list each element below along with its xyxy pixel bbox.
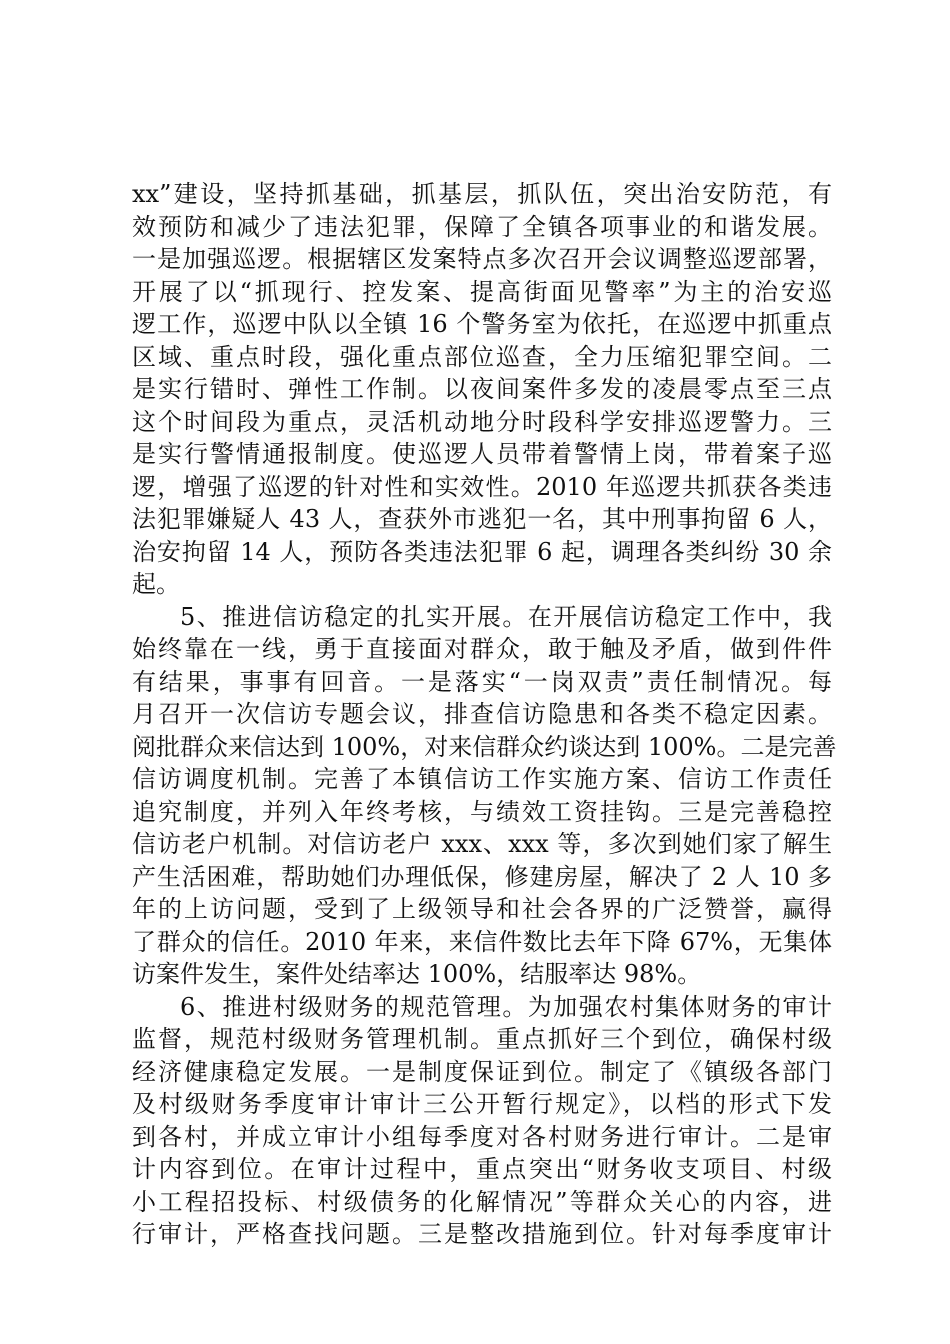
body-text: [132, 178, 837, 1251]
text-line: 是实行警情通报制度。使巡逻人员带着警情上岗，带着案子巡: [132, 440, 832, 468]
text-line: 访案件发生，案件处结率达 100%，结服率达 98%。: [132, 960, 702, 988]
text-line: 信访老户机制。对信访老户 xxx、xxx 等，多次到她们家了解生: [132, 830, 832, 858]
text-line: 信访调度机制。完善了本镇信访工作实施方案、信访工作责任: [132, 765, 832, 793]
text-line: 起。: [132, 570, 180, 598]
text-line: 计内容到位。在审计过程中，重点突出“财务收支项目、村级: [132, 1155, 832, 1183]
text-line: 到各村，并成立审计小组每季度对各村财务进行审计。二是审: [132, 1122, 832, 1151]
text-line: 有结果，事事有回音。一是落实“一岗双责”责任制情况。每: [132, 667, 832, 696]
text-line: 逻工作，巡逻中队以全镇 16 个警务室为依托，在巡逻中抓重点: [132, 310, 832, 338]
text-line: xx”建设，坚持抓基础，抓基层，抓队伍，突出治安防范，有: [132, 180, 832, 208]
text-line: 法犯罪嫌疑人 43 人，查获外市逃犯一名，其中刑事拘留 6 人，: [132, 505, 832, 533]
text-line: 一是加强巡逻。根据辖区发案特点多次召开会议调整巡逻部署，: [132, 245, 832, 273]
text-line: 区域、重点时段，强化重点部位巡查，全力压缩犯罪空间。二: [132, 342, 832, 371]
text-line: 开展了以“抓现行、控发案、提高街面见警率”为主的治安巡: [132, 277, 832, 306]
text-line: 阅批群众来信达到 100%，对来信群众约谈达到 100%。二是完善: [132, 732, 837, 761]
text-line: 行审计，严格查找问题。三是整改措施到位。针对每季度审计: [132, 1220, 832, 1248]
text-line: 监督，规范村级财务管理机制。重点抓好三个到位，确保村级: [132, 1025, 832, 1053]
text-line: 小工程招投标、村级债务的化解情况”等群众关心的内容，进: [132, 1187, 832, 1216]
text-line: 年的上访问题，受到了上级领导和社会各界的广泛赞誉，赢得: [132, 895, 832, 923]
text-line: 及村级财务季度审计审计三公开暂行规定》，以档的形式下发: [132, 1090, 832, 1118]
text-line: 产生活困难，帮助她们办理低保，修建房屋，解决了 2 人 10 多: [132, 862, 832, 891]
text-line: 这个时间段为重点，灵活机动地分时段科学安排巡逻警力。三: [132, 407, 832, 436]
paragraph-6-start: 6、推进村级财务的规范管理。为加强农村集体财务的审计: [180, 992, 832, 1021]
paragraph-5-start: 5、推进信访稳定的扎实开展。在开展信访稳定工作中，我: [180, 602, 832, 631]
text-line: 经济健康稳定发展。一是制度保证到位。制定了《镇级各部门: [132, 1057, 832, 1086]
text-line: 了群众的信任。2010 年来，来信件数比去年下降 67%，无集体: [132, 927, 832, 956]
text-line: 始终靠在一线，勇于直接面对群众，敢于触及矛盾，做到件件: [132, 635, 832, 663]
text-line: 是实行错时、弹性工作制。以夜间案件多发的凌晨零点至三点: [132, 375, 832, 403]
text-line: 月召开一次信访专题会议，排查信访隐患和各类不稳定因素。: [132, 700, 832, 728]
text-line: 逻，增强了巡逻的针对性和实效性。2010 年巡逻共抓获各类违: [132, 472, 832, 501]
text-line: 治安拘留 14 人，预防各类违法犯罪 6 起，调理各类纠纷 30 余: [132, 537, 832, 566]
text-line: 效预防和减少了违法犯罪，保障了全镇各项事业的和谐发展。: [132, 212, 832, 241]
text-line: 追究制度，并列入年终考核，与绩效工资挂钩。三是完善稳控: [132, 797, 832, 826]
